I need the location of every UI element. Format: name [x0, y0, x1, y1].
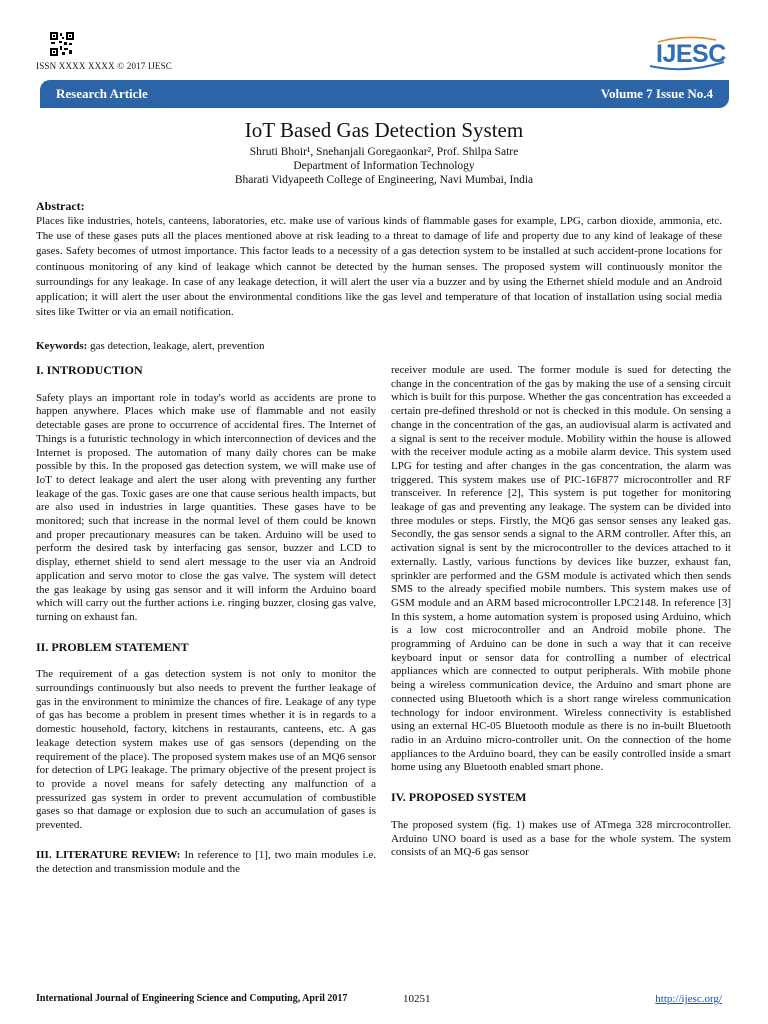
left-column: [36, 364, 376, 876]
keywords-label: Keywords:: [36, 340, 88, 352]
logo-text: IJESC: [656, 40, 726, 68]
page-number: 10251: [403, 993, 431, 1005]
journal-footer: International Journal of Engineering Science and Computing, April 2017: [36, 993, 348, 1004]
department: Department of Information Technology: [293, 160, 475, 172]
abstract-text: Places like industries, hotels, canteens, laboratories, etc. make use of various kinds of flammable gases for example, LPG, carbon dioxide, ammonia, etc. The use of these gases puts all the places mentioned above at risk leading to a threat to damage of life and property due to any kind of leakage of these gases. Safety becomes of utmost importance. This factor leads to a necessity of a gas detection system to be installed at such accident-prone locations for continuous monitoring of any kind of leakage which cannot be detected by the human senses. The proposed system will continuously monitor the surroundings for any leakage. In case of any leakage detection, it will alert the user via a buzzer and by using the Ethernet shield module and an Android application; it will alert the user about the environmental conditions like the gas level and temperature of that location of installation using social media sites like Twitter or via an email notification.: [36, 215, 722, 319]
journal-url-link[interactable]: http://ijesc.org/: [655, 993, 722, 1005]
keywords: [36, 340, 264, 352]
ijesc-logo: [646, 36, 728, 72]
qr-code-icon: [50, 32, 74, 56]
proposed-heading: IV. PROPOSED SYSTEM: [391, 790, 527, 805]
issn-line: ISSN XXXX XXXX © 2017 IJESC: [36, 61, 172, 71]
problem-paragraph: The requirement of a gas detection system is not only to monitor the surroundings continuously but also needs to prevent the further leakage of gas in the environment to minimize the chances of fire. Leakage of any type of gas has become a problem in present times whether it is in regards to a domestic household, factory, kitchens in restaurants, canteens, etc. A gas leakage detection system makes use of gas sensors (depending on the requirement of the place). The proposed system makes use of an MQ6 sensor for detection of LPG leakage. The primary objective of the present project is to provide a novel means for safely detecting any malfunction of a pressurized gas system in order to prevent accumulation of combustible gases so that damage or explosion due to such an accumulation of gases is prevented.: [36, 668, 376, 832]
literature-paragraph-cont: receiver module are used. The former module is sued for detecting the change in the concentration of the gas by making the use of a sensing circuit which is built for this purpose. Whether the gas concentration has exceeded a certain pre-defined threshold or not is checked in this module. On sensing a change in the concentration of the gas, an audiovisual alarm is activated and a signal is sent to the receiver module. Mobility within the house is allowed with the receiver module acting as a mobile alarm device. This system used LPG for testing and after changes in the gas concentration, the alarm was triggered. This system makes use of PIC-16F877 microcontroller and RF transceiver. In reference [2], This system is put together for monitoring leakage of gas and preventing any leakage. The system can be divided into three modules or steps. Firstly, the MQ6 gas sensor senses any leaked gas. Secondly, the gas sensor sends a signal to the ARM controller. After this, an activation signal is sent by the microcontroller to the devices attached to it externally. Lastly, various functions by devices like buzzer, exhaust fan, sprinkler are performed and the GSM module is activated which then sends SMS to the already specified mobile numbers. This system makes use of GSM module and an ARM based microcontroller LPC2148. In reference [3] In this system, a home automation system is proposed using Arduino, which is a low cost microcontroller and an Android mobile phone. The programming of Arduino can be done in such a way that it can receive keyboard input or sensor data for controlling a number of electrical appliances which are connected to output peripherals. With mobile phone being a wireless communication device, the Arduino and smart phone are connected using Bluetooth which is a short range wireless communication technology for indoor environment. Wireless connectivity is established using an external HC-05 Bluetooth module as there is no in-built Bluetooth radio in an Arduino micro-controller unit. On the connection of the home appliances to the Arduino board, they can be easily controlled inside a smart home using any Bluetooth enabled smart phone.: [391, 364, 731, 774]
right-column: [391, 364, 731, 860]
intro-heading: I. INTRODUCTION: [36, 363, 143, 377]
authors: Shruti Bhoir¹, Snehanjali Goregaonkar², Prof. Shilpa Satre: [249, 146, 519, 158]
abstract-heading: Abstract:: [36, 199, 85, 213]
literature-text-left: In reference to [1], two main modules i.e. the detection and transmission module and the: [36, 848, 376, 875]
article-type: Research Article: [56, 86, 148, 101]
volume-issue: Volume 7 Issue No.4: [600, 86, 713, 101]
literature-heading: III. LITERATURE REVIEW:: [36, 848, 181, 861]
problem-heading: II. PROBLEM STATEMENT: [36, 639, 189, 654]
paper-title: IoT Based Gas Detection System: [244, 118, 524, 142]
intro-paragraph: Safety plays an important role in today's world as accidents are prone to happen anywhere. Places which make use of flammable and not easily detectable gases are prone to occurrence of accidental fires. The Internet of Things is a futuristic technology in which interconnection of devices and the Internet is proposed. The automation of many daily chores can be make possible by this. In the proposed gas detection system, we will make use of IoT to detect leakage and alert the user along with preventing any further leakage of the gas. Toxic gases are one that cause serious health impacts, but are also used in industries in large quantities. These gases have to be monitored; such that increase in the normal level of them could be known and proper precautionary measures can be taken. Arduino will be used to perform the desired task by interfacing gas sensor, buzzer and LCD to display, ethernet shield to send alert message to the user via an Android application and servo motor to close the gas valve. The system will detect the gas leakage by using gas sensor and it will inform the Arduino board which will carry out the further actions i.e. ringing buzzer, closing gas valve, turning on exhaust fan.: [36, 391, 376, 623]
article-banner: [40, 80, 729, 108]
proposed-paragraph: The proposed system (fig. 1) makes use of ATmega 328 mircrocontroller. Arduino UNO board is used as a base for the whole system. The system consists of an MQ-6 gas sensor: [391, 818, 731, 859]
keywords-list: gas detection, leakage, alert, prevention: [87, 340, 265, 352]
college: Bharati Vidyapeeth College of Engineering, Navi Mumbai, India: [234, 174, 534, 186]
literature-paragraph-start: [36, 849, 376, 876]
